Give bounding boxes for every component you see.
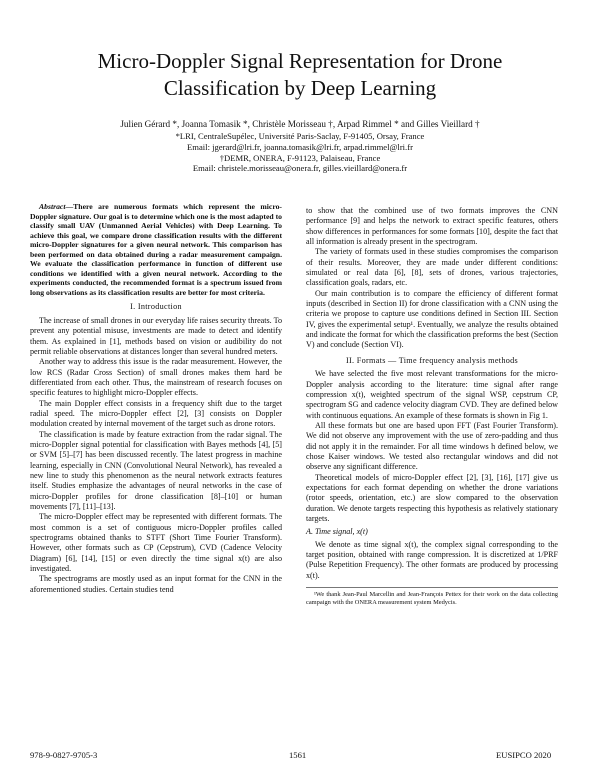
email-lri: Email: jgerard@lri.fr, joanna.tomasik@lri.fr, arpad.rimmel@lri.fr [187,141,413,152]
title-line-1: Micro-Doppler Signal Representation for Drone [97,49,503,73]
time-signal-paragraph: We denote as time signal x(t), the complex signal corresponding to the target position, obtained with range compression. It is discretized at 1/PRF (Pulse Repetition Frequency). The other formats are produced by processing x(t). [306,539,558,580]
affiliation-lri: *LRI, CentraleSupélec, Université Paris-Saclay, F-91405, Orsay, France [175,131,425,141]
author-block [40,118,560,174]
intro-paragraph: Our main contribution is to compare the efficiency of different format inputs (described in Section II) for drone classification with a CNN using the criteria we propose to capture use conditions defined in Section III. Section IV, gives the experimental setup¹. Eventually, we analyze the results obtained and indicate the format for which the classification preforms the best (Section V) and conclude (Section VI). [306,288,558,350]
formats-paragraph: Theoretical models of micro-Doppler effect [2], [3], [16], [17] give us expectations for each format depending on whether the drone variations (rotor speeds, orientation, etc.) are slow compared to the observation duration. We denote targets respecting this hypothesis as relatively stationary targets. [306,472,558,523]
footer-page-number: 1561 [289,750,307,760]
intro-paragraph: The increase of small drones in our everyday life raises security threats. To prevent any potential misuse, investments are made to detect and identify them. As explained in [1], methods based on vision or audibility do not permit reliable observations at distances longer than several hundred meters. [30,315,282,356]
email-onera: Email: christele.morisseau@onera.fr, gilles.vieillard@onera.fr [192,163,408,174]
footer-conference: EUSIPCO 2020 [496,750,552,760]
intro-continuation: to show that the combined use of two formats improves the CNN performance [9] and helps the network to extract specific features, others show differences in performances for some formats [10], despite the fact that all information is already present in the spectrogram. [306,206,558,247]
section-heading-introduction: I. Introduction [130,302,182,312]
intro-paragraph: The variety of formats used in these studies compromises the comparison of their results. Moreover, they are made under different conditions: simulated or real data [6], [8], sets of drones, various trajectories, classification goals, radars, etc. [306,247,558,288]
affiliation-onera: †DEMR, ONERA, F-91123, Palaiseau, France [219,152,381,163]
author-names: Julien Gérard *, Joanna Tomasik *, Christèle Morisseau †, Arpad Rimmel * and Gilles Vieillard † [120,119,480,129]
formats-paragraph: All these formats but one are based upon FFT (Fast Fourier Transform). We did not observe any improvement with the use of zero-padding and thus did not apply it in the remainder. For all time windows h defined below, we chose Kaiser windows. We tested also rectangular windows and did not observe any significant difference. [306,420,558,472]
section-heading-formats: II. Formats — Time frequency analysis methods [346,355,518,365]
footer-isbn: 978-9-0827-9705-3 [30,750,98,760]
footnote: ¹We thank Jean-Paul Marcellin and Jean-François Pettex for their work on the data collecting campaign with the ONERA measurement system Medycis. [306,587,558,607]
abstract-label: Abstract [39,202,66,211]
abstract [30,202,282,297]
formats-paragraph: We have selected the five most relevant transformations for the micro-Doppler analysis according to the literature: time signal after range compression x(t), weighted spectrum of the signal WSP, cepstrum CP, spectrogram SG and cadence velocity diagram CVD. They are defined below with continuous equations. An example of these formats is shown in Fig 1. [306,369,558,420]
title-line-2: Classification by Deep Learning [163,76,437,100]
intro-paragraph: The micro-Doppler effect may be represented with different formats. The most common is a set of contiguous micro-Doppler profiles called spectrograms obtained thanks to STFT (Short Time Fourier Transform). However, other formats such as CP (Cepstrum), CVD (Cadence Velocity Diagram) [6], [14], [15] or even directly the time signal x(t) are also investigated. [30,512,282,574]
right-column [306,206,558,607]
intro-paragraph: Another way to address this issue is the radar measurement. However, the low RCS (Radar Cross Section) of small drones makes them hard be differentiated from each other. Thus, the mainstream of research focuses on specific features to highlight micro-Doppler effects. [30,357,282,398]
left-column [30,202,282,595]
paper-title [40,48,560,102]
abstract-text: —There are numerous formats which represent the micro-Doppler signature. Our goal is to determine which one is the most adapted to classify small UAV (Unmanned Aerial Vehicles) with Deep Learning. To achieve this goal, we compare drone classification results with the different micro-Doppler signatures for a given neural network. This comparison has been performed on data obtained during a radar measurement campaign. We evaluate the classification performance in function of different use conditions we identified with a given neural network. According to the experiments conducted, the recommended format is a spectrum issued from long observations as its classification results are better for most criteria. [30,202,282,297]
subsection-heading-time-signal: A. Time signal, x(t) [306,527,368,537]
intro-paragraph: The classification is made by feature extraction from the radar signal. The micro-Doppler signal potential for classification with Bayes methods [4], [5] or SVM [5]–[7] has been discussed recently. The latest progress in machine learning, especially in CNN (Convolutional Neural Network), has revealed a new line to study this phenomenon as the neural network extracts features itself. Studies emphasize the advantages of neural networks in the case of micro-Doppler profiles for drone classification [8]–[10] or human movements [7], [11]–[13]. [30,429,282,511]
intro-paragraph: The main Doppler effect consists in a frequency shift due to the target radial speed. The micro-Doppler effect [2], [3] consists on Doppler modulation created by internal movement of the target such as drone rotors. [30,398,282,429]
intro-paragraph: The spectrograms are mostly used as an input format for the CNN in the aforementioned studies. Certain studies tend [30,574,282,594]
